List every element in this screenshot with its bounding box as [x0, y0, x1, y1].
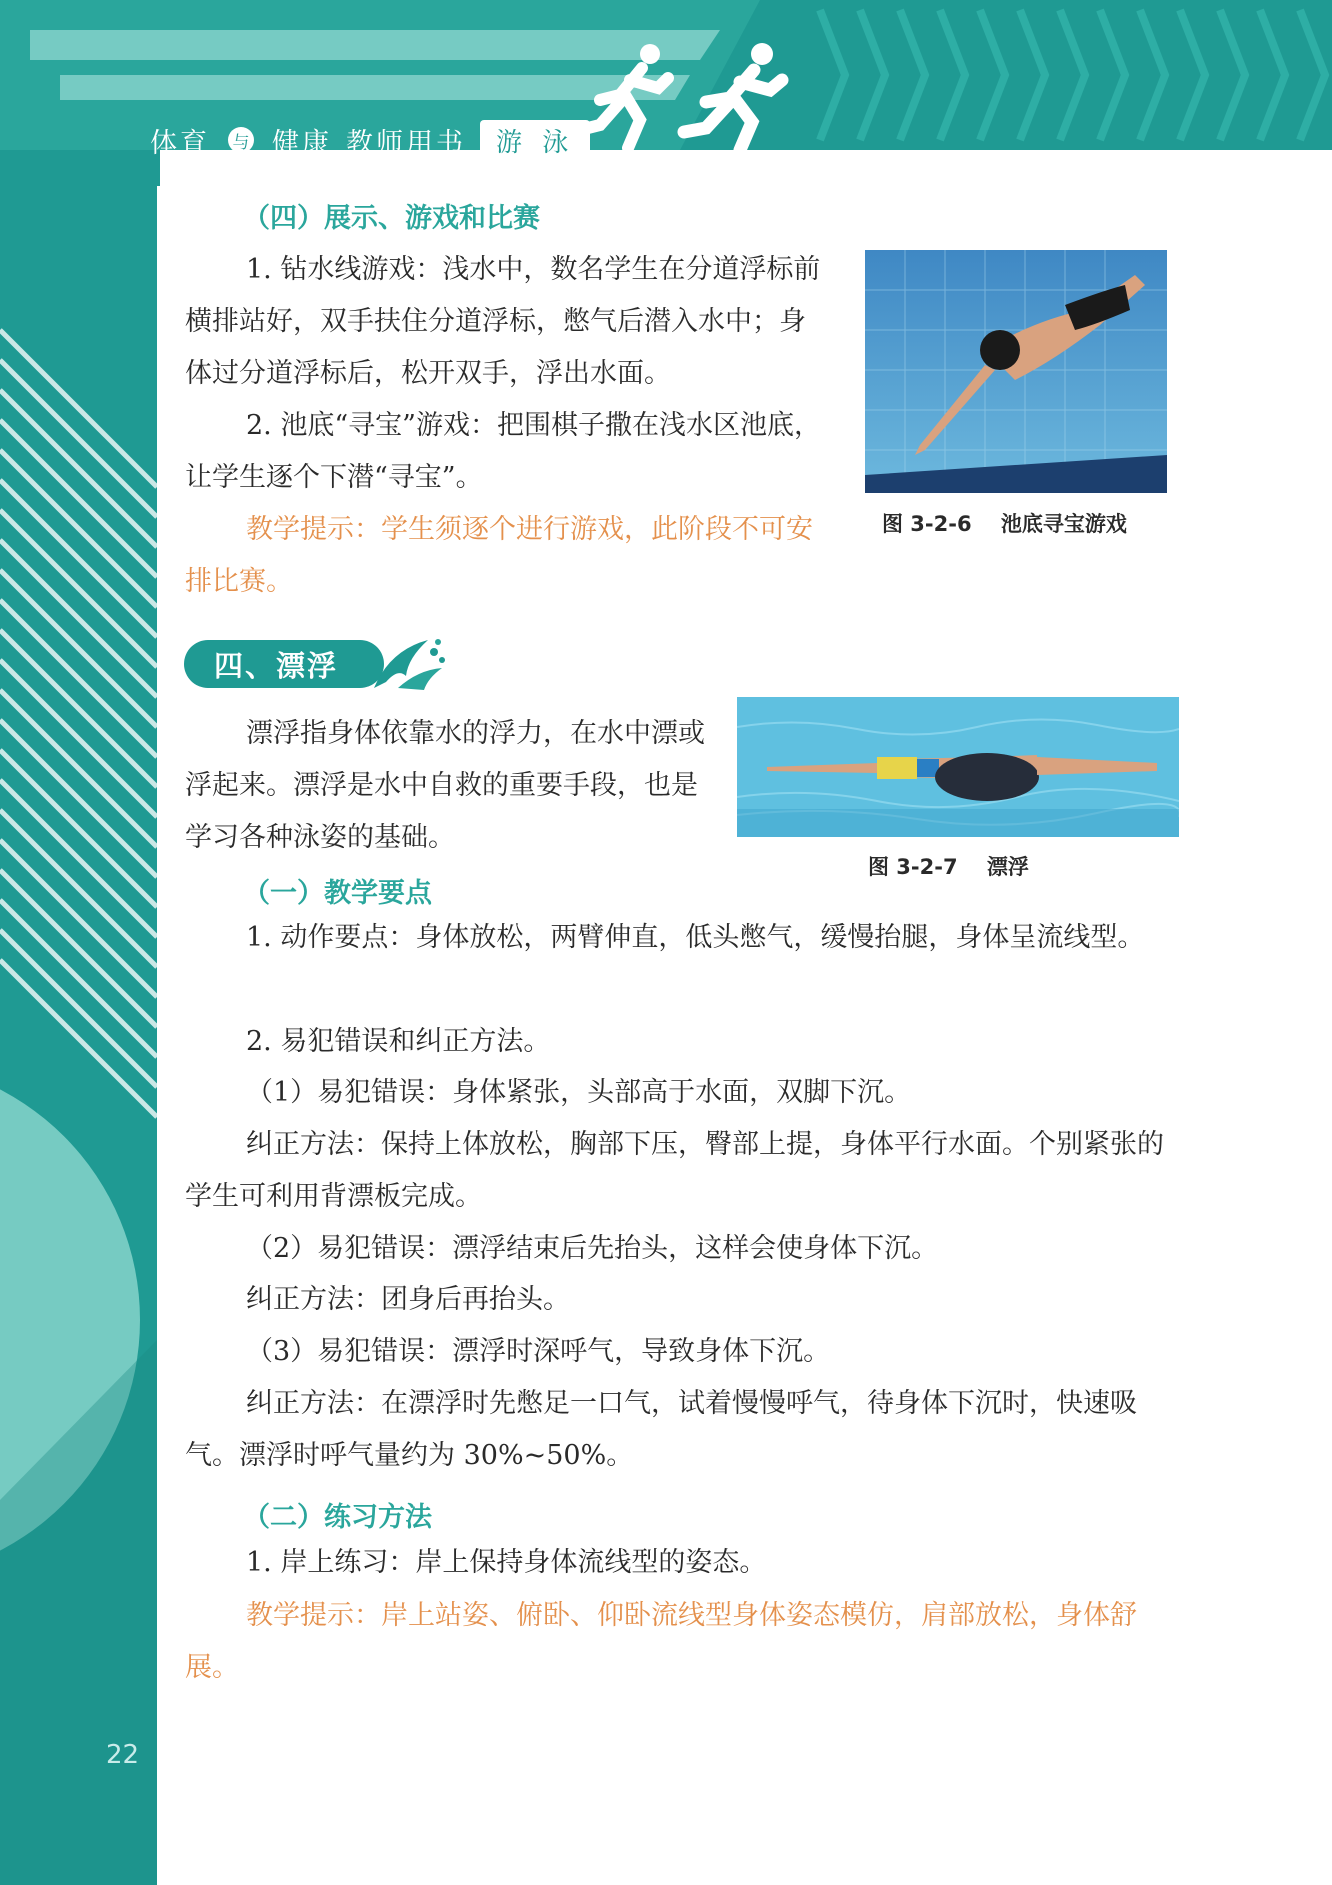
paragraph-floating-intro: 漂浮指身体依靠水的浮力，在水中漂或浮起来。漂浮是水中自救的重要手段，也是学习各种泳姿的基础。 — [185, 718, 705, 853]
header-title-right: 教师用书 — [346, 127, 466, 159]
left-sidebar — [0, 0, 157, 1885]
paragraph-fix-2: 纠正方法：团身后再抬头。 — [246, 1284, 570, 1315]
underwater-swimmer-image — [865, 250, 1167, 493]
paragraph-line-game: 1. 钻水线游戏：浅水中，数名学生在分道浮标前横排站好，双手扶住分道浮标，憋气后潜入水中；身体过分道浮标后，松开双手，浮出水面。 — [185, 254, 821, 389]
header-band — [0, 0, 1332, 186]
paragraph-key-points: 1. 动作要点：身体放松，两臂伸直，低头憋气，缓慢抬腿，身体呈流线型。 — [246, 922, 1145, 953]
header-title-mid: 健康 — [272, 127, 332, 159]
section-heading-display-games: （四）展示、游戏和比赛 — [243, 203, 540, 234]
paragraph-error-2: （2）易犯错误：漂浮结束后先抬头，这样会使身体下沉。 — [246, 1233, 939, 1264]
teaching-tip-b: 教学提示：岸上站姿、俯卧、仰卧流线型身体姿态模仿，肩部放松，身体舒展。 — [185, 1600, 1137, 1683]
header-title — [150, 118, 590, 162]
sidebar-pattern — [0, 0, 157, 1885]
page-number: 22 — [106, 1740, 140, 1770]
paragraph-treasure-game: 2. 池底“寻宝”游戏：把围棋子撒在浅水区池底，让学生逐个下潜“寻宝”。 — [185, 410, 821, 493]
paragraph-fix-1: 纠正方法：保持上体放松，胸部下压，臀部上提，身体平行水面。个别紧张的学生可利用背漂板完成。 — [185, 1129, 1164, 1212]
floating-swimmer-image — [737, 697, 1179, 837]
header-tag: 游 泳 — [480, 120, 590, 161]
paragraph-error-1: （1）易犯错误：身体紧张，头部高于水面，双脚下沉。 — [246, 1077, 912, 1108]
figure-floating — [737, 697, 1179, 837]
runner-icon-2 — [670, 40, 800, 160]
paragraph-shore-practice: 1. 岸上练习：岸上保持身体流线型的姿态。 — [246, 1547, 767, 1578]
subheading-teaching-points: （一）教学要点 — [243, 878, 432, 909]
water-splash-icon — [368, 630, 448, 692]
header-title-left: 体育 — [150, 127, 210, 159]
paragraph-errors-heading: 2. 易犯错误和纠正方法。 — [246, 1026, 551, 1057]
paragraph-fix-3: 纠正方法：在漂浮时先憋足一口气，试着慢慢呼气，待身体下沉时，快速吸气。漂浮时呼气量约为 30%~50%。 — [185, 1388, 1137, 1471]
figure-caption-3-2-7: 图 3-2-7 漂浮 — [868, 855, 1029, 879]
section-pill-floating — [184, 640, 384, 688]
teaching-tip-a: 教学提示：学生须逐个进行游戏，此阶段不可安排比赛。 — [185, 514, 813, 597]
paragraph-error-3: （3）易犯错误：漂浮时深呼气，导致身体下沉。 — [246, 1336, 831, 1367]
subheading-practice-methods: （二）练习方法 — [243, 1502, 432, 1533]
figure-treasure-game — [865, 250, 1167, 493]
section-title-floating: 四、漂浮 — [214, 648, 339, 683]
figure-caption-3-2-6: 图 3-2-6 池底寻宝游戏 — [882, 512, 1127, 536]
header-badge: 与 — [228, 127, 254, 153]
